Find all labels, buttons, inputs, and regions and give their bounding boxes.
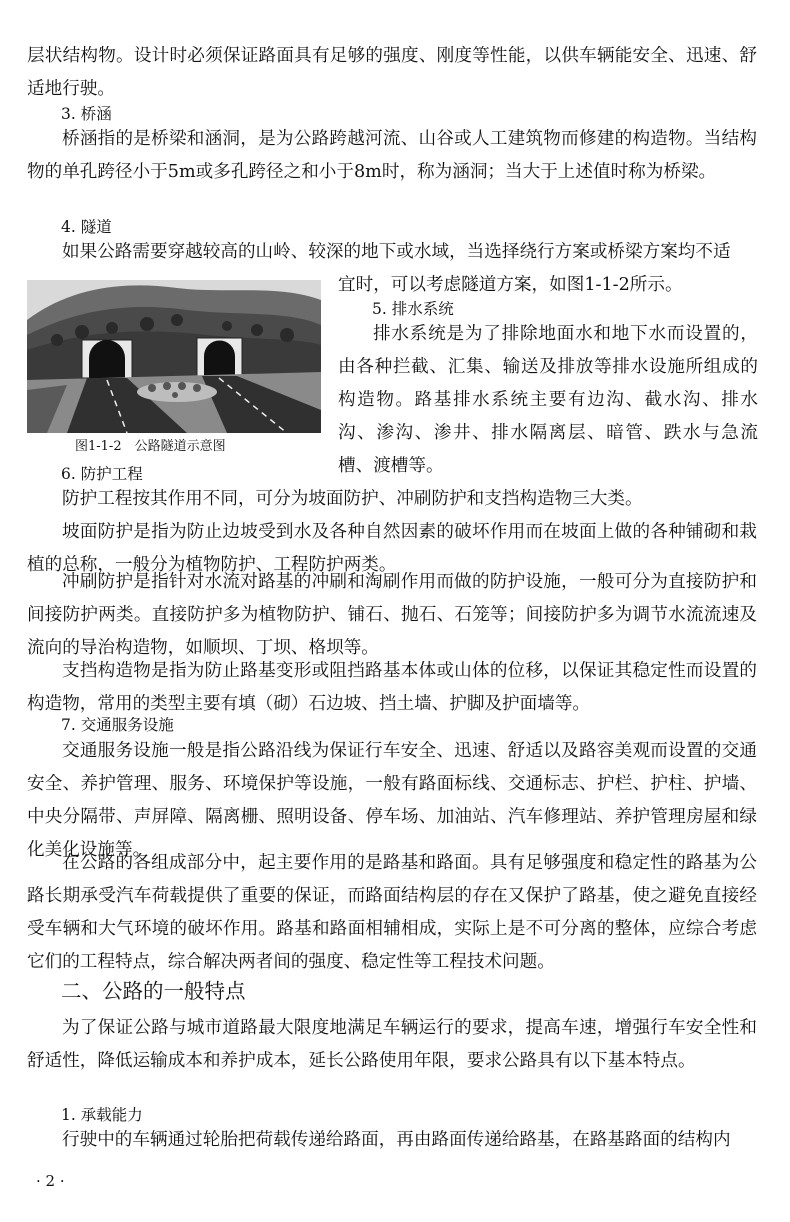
paragraph-slope-protection: 坡面防护是指为防止边坡受到水及各种自然因素的破坏作用而在坡面上做的各种铺砌和栽植的总称，一般分为植物防护、工程防护两类。 (27, 522, 757, 575)
paragraph-general-features: 为了保证公路与城市道路最大限度地满足车辆运行的要求，提高车速，增强行车安全性和舒适性，降低运输成本和养护成本，延长公路使用年限，要求公路具有以下基本特点。 (27, 1018, 757, 1071)
page-number: · 2 · (36, 1172, 65, 1190)
heading-traffic-facilities: 7. 交通服务设施 (61, 716, 174, 734)
heading-drainage: 5. 排水系统 (372, 300, 454, 318)
section-heading-general-features: 二、公路的一般特点 (61, 979, 246, 1003)
tunnel-figure (27, 280, 321, 433)
paragraph-tunnel-line2: 宜时，可以考虑隧道方案，如图1-1-2所示。 (338, 275, 683, 295)
paragraph-scour-protection: 冲刷防护是指针对水流对路基的冲刷和淘刷作用而做的防护设施，一般可分为直接防护和间接防护两类。直接防护多为植物防护、铺石、抛石、石笼等；间接防护多为调节水流流速及流向的导治构造物，如顺坝、丁坝、格坝等。 (27, 572, 757, 658)
paragraph-protection-intro: 防护工程按其作用不同，可分为坡面防护、冲刷防护和支挡构造物三大类。 (62, 489, 643, 509)
paragraph-traffic-facilities: 交通服务设施一般是指公路沿线为保证行车安全、迅速、舒适以及路容美观而设置的交通安全、养护管理、服务、环境保护等设施，一般有路面标线、交通标志、护栏、护柱、护墙、中央分隔带、声屏障、隔离栅、照明设备、停车场、加油站、汽车修理站、养护管理房屋和绿化美化设施等。 (27, 741, 757, 860)
figure-caption: 图1-1-2 公路隧道示意图 (75, 439, 226, 454)
paragraph-retaining-structures: 支挡构造物是指为防止路基变形或阻挡路基本体或山体的位移，以保证其稳定性而设置的构造物，常用的类型主要有填（砌）石边坡、挡土墙、护脚及护面墙等。 (27, 661, 757, 714)
paragraph-subgrade-pavement: 在公路的各组成部分中，起主要作用的是路基和路面。具有足够强度和稳定性的路基为公路长期承受汽车荷载提供了重要的保证，而路面结构层的存在又保护了路基，使之避免直接经受车辆和大气环境的破坏作用。路基和路面相辅相成，实际上是不可分离的整体，应综合考虑它们的工程特点，综合解决两者间的强度、稳定性等工程技术问题。 (27, 853, 757, 972)
heading-tunnel: 4. 隧道 (61, 218, 112, 236)
paragraph-tunnel-line1: 如果公路需要穿越较高的山岭、较深的地下或水域，当选择绕行方案或桥梁方案均不适 (62, 242, 731, 262)
paragraph-pavement-end: 层状结构物。设计时必须保证路面具有足够的强度、刚度等性能，以供车辆能安全、迅速、舒适地行驶。 (27, 46, 757, 99)
heading-protection: 6. 防护工程 (61, 465, 143, 483)
paragraph-bearing-capacity: 行驶中的车辆通过轮胎把荷载传递给路面，再由路面传递给路基，在路基路面的结构内 (62, 1130, 731, 1150)
paragraph-bridges: 桥涵指的是桥梁和涵洞，是为公路跨越河流、山谷或人工建筑物而修建的构造物。当结构物的单孔跨径小于5m或多孔跨径之和小于8m时，称为涵洞；当大于上述值时称为桥梁。 (27, 129, 757, 182)
heading-bearing-capacity: 1. 承载能力 (61, 1106, 143, 1124)
paragraph-drainage: 排水系统是为了排除地面水和地下水而设置的，由各种拦截、汇集、输送及排放等排水设施所组成的构造物。路基排水系统主要有边沟、截水沟、排水沟、渗沟、渗井、排水隔离层、暗管、跌水与急流槽、渡槽等。 (338, 324, 758, 476)
heading-bridges: 3. 桥涵 (61, 105, 112, 123)
